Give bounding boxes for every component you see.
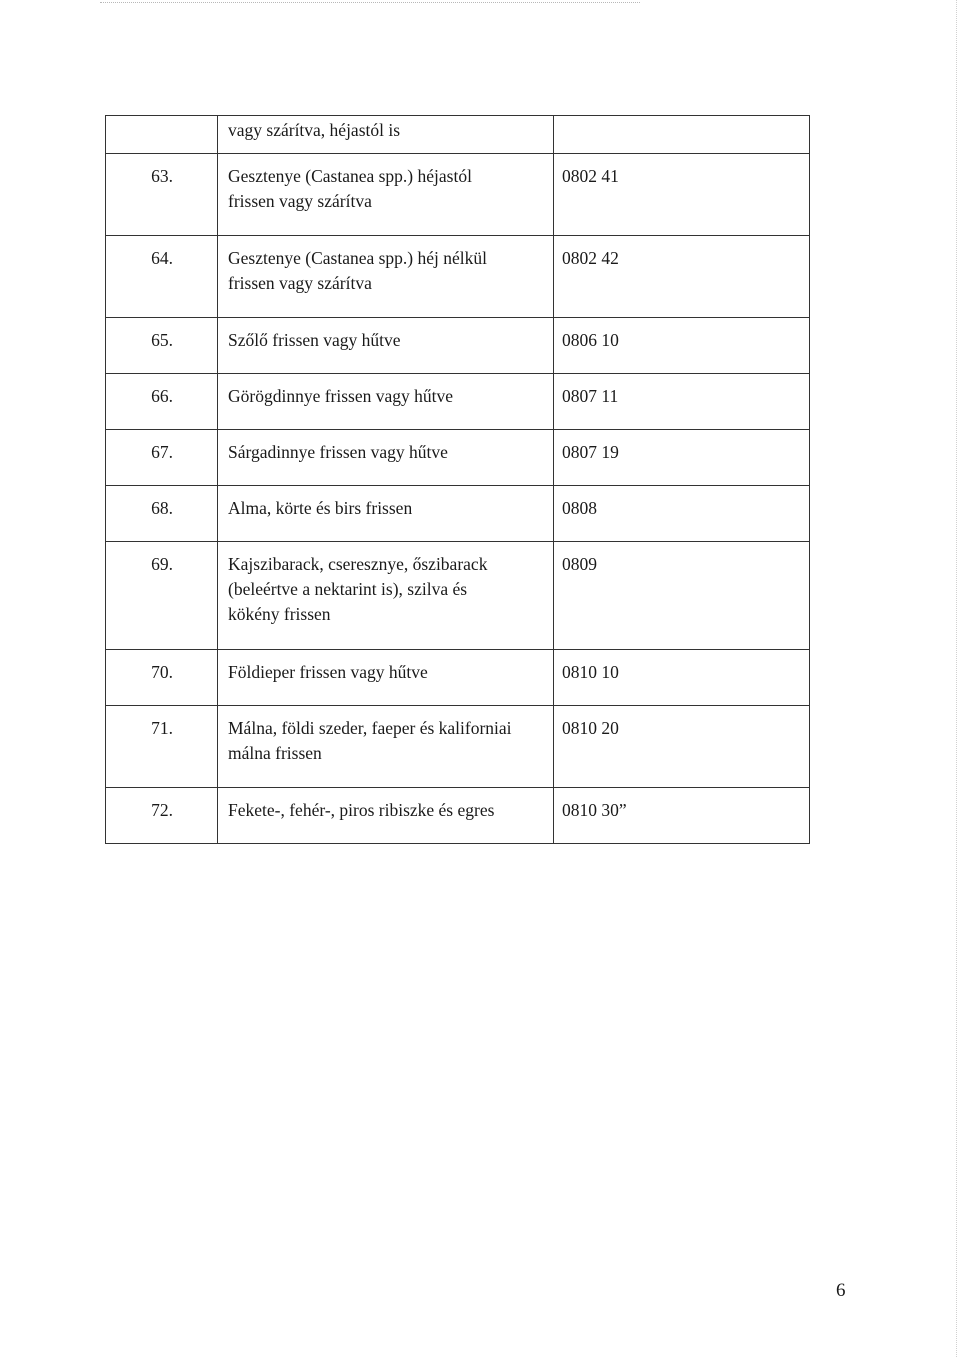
- product-description: [218, 706, 554, 788]
- row-number: 72.: [106, 788, 218, 844]
- table-row: [106, 430, 810, 486]
- tariff-code: 0810 10: [554, 650, 810, 706]
- row-number: 64.: [106, 236, 218, 318]
- table-row: [106, 318, 810, 374]
- table-row: [106, 542, 810, 650]
- table-row: [106, 650, 810, 706]
- table-row: [106, 788, 810, 844]
- tariff-code: 0806 10: [554, 318, 810, 374]
- row-number: [106, 116, 218, 154]
- description-text: Szőlő frissen vagy hűtve: [228, 330, 401, 350]
- table-row: [106, 236, 810, 318]
- tariff-code: 0802 41: [554, 154, 810, 236]
- row-number: 68.: [106, 486, 218, 542]
- product-description: [218, 788, 554, 844]
- table-row: [106, 374, 810, 430]
- product-description: [218, 236, 554, 318]
- description-text: Alma, körte és birs frissen: [228, 498, 413, 518]
- description-text: Fekete-, fehér-, piros ribiszke és egres: [228, 800, 495, 820]
- row-number: 63.: [106, 154, 218, 236]
- page-number: 6: [836, 1280, 846, 1301]
- description-text: Málna, földi szeder, faeper és kaliforniai málna frissen: [228, 718, 512, 763]
- tariff-code: 0807 11: [554, 374, 810, 430]
- description-text: Gesztenye (Castanea spp.) héjastól frissen vagy szárítva: [228, 166, 472, 211]
- row-number: 71.: [106, 706, 218, 788]
- tariff-code: [554, 116, 810, 154]
- tariff-code: 0802 42: [554, 236, 810, 318]
- product-description: [218, 374, 554, 430]
- product-description: [218, 154, 554, 236]
- row-number: 70.: [106, 650, 218, 706]
- tariff-code: 0810 20: [554, 706, 810, 788]
- description-text: Kajszibarack, cseresznye, őszibarack (beleértve a nektarint is), szilva és kökény frissen: [228, 554, 488, 624]
- description-text: Sárgadinnye frissen vagy hűtve: [228, 442, 448, 462]
- row-number: 67.: [106, 430, 218, 486]
- product-description: [218, 430, 554, 486]
- row-number: 69.: [106, 542, 218, 650]
- product-description: [218, 542, 554, 650]
- table-row: [106, 154, 810, 236]
- tariff-code: 0807 19: [554, 430, 810, 486]
- scan-artifact-edge: [956, 0, 957, 1357]
- row-number: 65.: [106, 318, 218, 374]
- scan-artifact-line: [100, 2, 640, 3]
- product-description: [218, 318, 554, 374]
- table-row: [106, 486, 810, 542]
- description-text: vagy szárítva, héjastól is: [228, 120, 401, 140]
- product-description: [218, 116, 554, 154]
- table-row: [106, 706, 810, 788]
- product-code-table: [105, 115, 810, 844]
- row-number: 66.: [106, 374, 218, 430]
- product-description: [218, 486, 554, 542]
- description-text: Görögdinnye frissen vagy hűtve: [228, 386, 454, 406]
- description-text: Gesztenye (Castanea spp.) héj nélkül frissen vagy szárítva: [228, 248, 488, 293]
- tariff-code: 0809: [554, 542, 810, 650]
- product-description: [218, 650, 554, 706]
- description-text: Földieper frissen vagy hűtve: [228, 662, 428, 682]
- tariff-code: 0808: [554, 486, 810, 542]
- table-row: [106, 116, 810, 154]
- tariff-code: 0810 30”: [554, 788, 810, 844]
